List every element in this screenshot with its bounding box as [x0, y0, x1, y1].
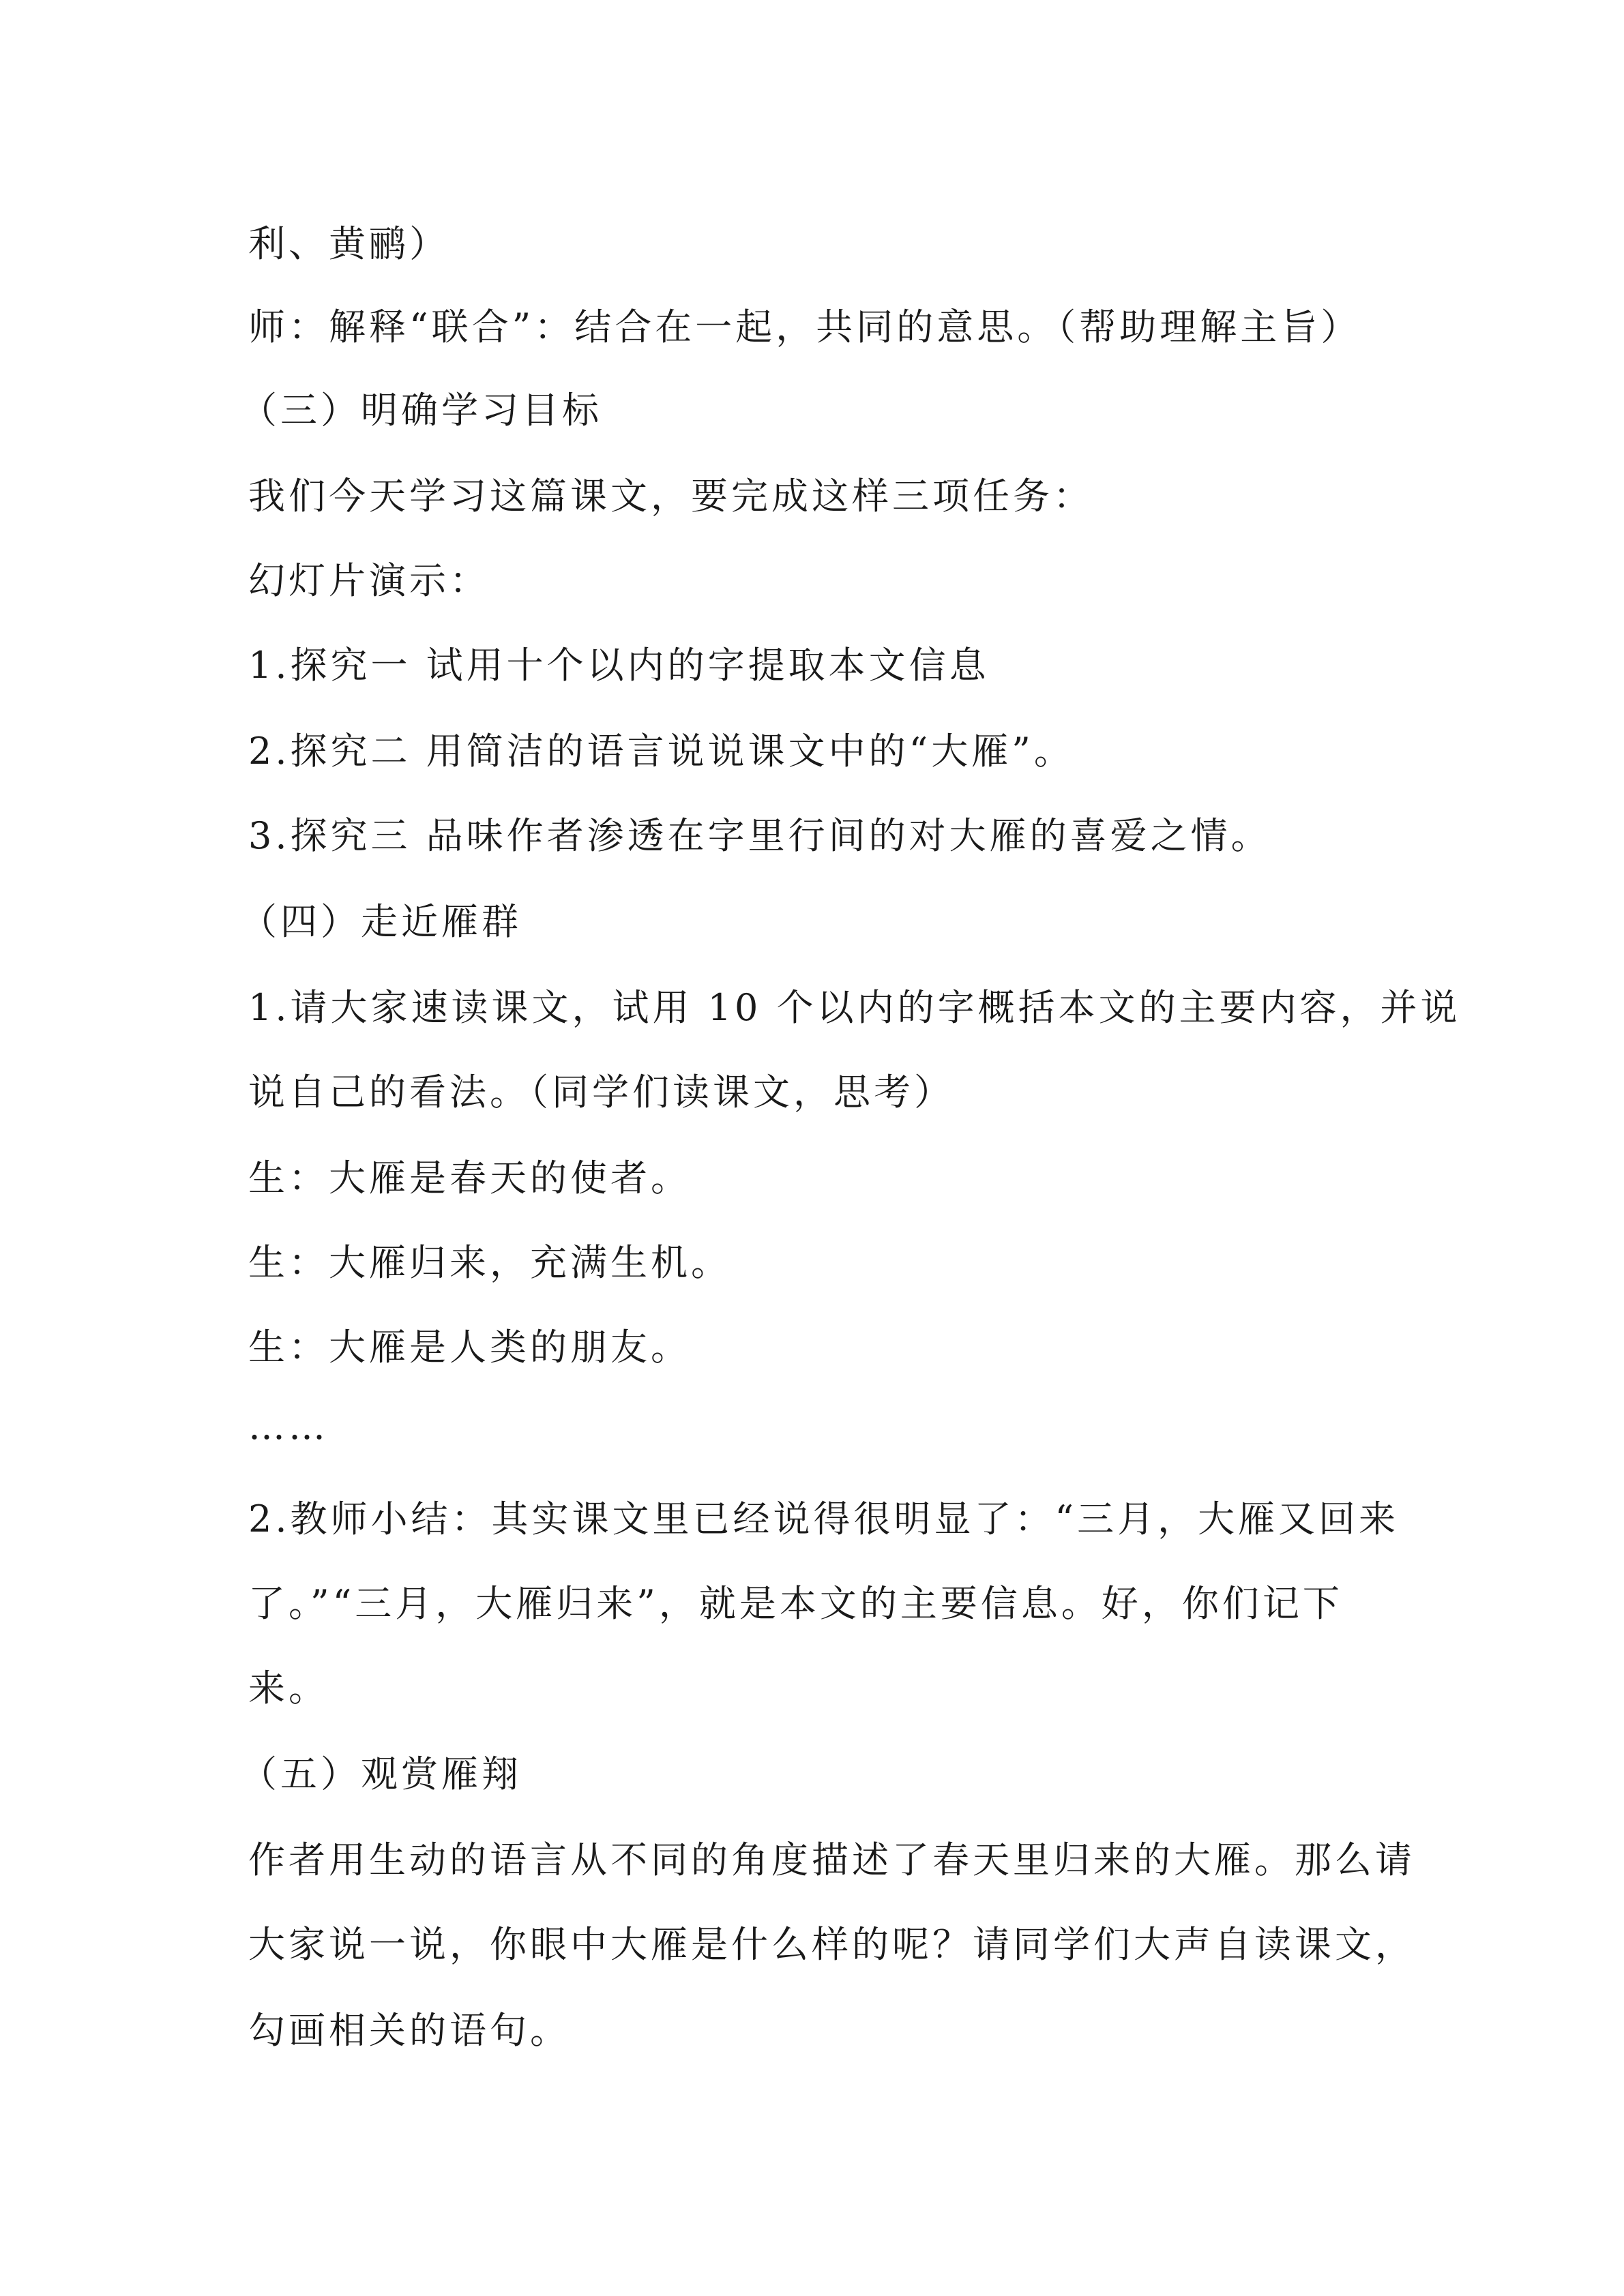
- text-line: 勾画相关的语句。: [248, 2009, 570, 2052]
- text-line: 生：大雁归来，充满生机。: [248, 1241, 731, 1284]
- text-line: 1.请大家速读课文，试用 10 个以内的字概括本文的主要内容，并说: [248, 986, 1461, 1029]
- list-item: 3.探究三 品味作者渗透在字里行间的对大雁的喜爱之情。: [248, 814, 1271, 857]
- text-line: 生：大雁是人类的朋友。: [248, 1326, 691, 1369]
- text-line: 2.教师小结：其实课文里已经说得很明显了：“三月，大雁又回来: [248, 1497, 1400, 1540]
- ellipsis: ……: [248, 1405, 329, 1448]
- text-line: 师：解释“联合”：结合在一起，共同的意思。（帮助理解主旨）: [248, 305, 1361, 348]
- text-line: 幻灯片演示：: [248, 559, 490, 602]
- text-line: 大家说一说，你眼中大雁是什么样的呢？请同学们大声自读课文，: [248, 1923, 1415, 1966]
- list-item: 1.探究一 试用十个以内的字提取本文信息: [248, 644, 990, 687]
- text-line: 说自己的看法。（同学们读课文，思考）: [248, 1071, 954, 1114]
- text-line: 我们今天学习这篇课文，要完成这样三项任务：: [248, 475, 1093, 518]
- text-line: 作者用生动的语言从不同的角度描述了春天里归来的大雁。那么请: [248, 1838, 1415, 1881]
- section-heading: （三）明确学习目标: [240, 389, 602, 432]
- text-line: 利、黄鹂）: [248, 222, 449, 265]
- text-line: 来。: [248, 1667, 329, 1710]
- text-line: 了。”“三月，大雁归来”，就是本文的主要信息。好，你们记下: [248, 1582, 1343, 1625]
- list-item: 2.探究二 用简洁的语言说说课文中的“大雁”。: [248, 730, 1074, 773]
- section-heading: （四）走近雁群: [240, 900, 522, 943]
- text-line: 生：大雁是春天的使者。: [248, 1157, 691, 1199]
- section-heading: （五）观赏雁翔: [240, 1753, 522, 1795]
